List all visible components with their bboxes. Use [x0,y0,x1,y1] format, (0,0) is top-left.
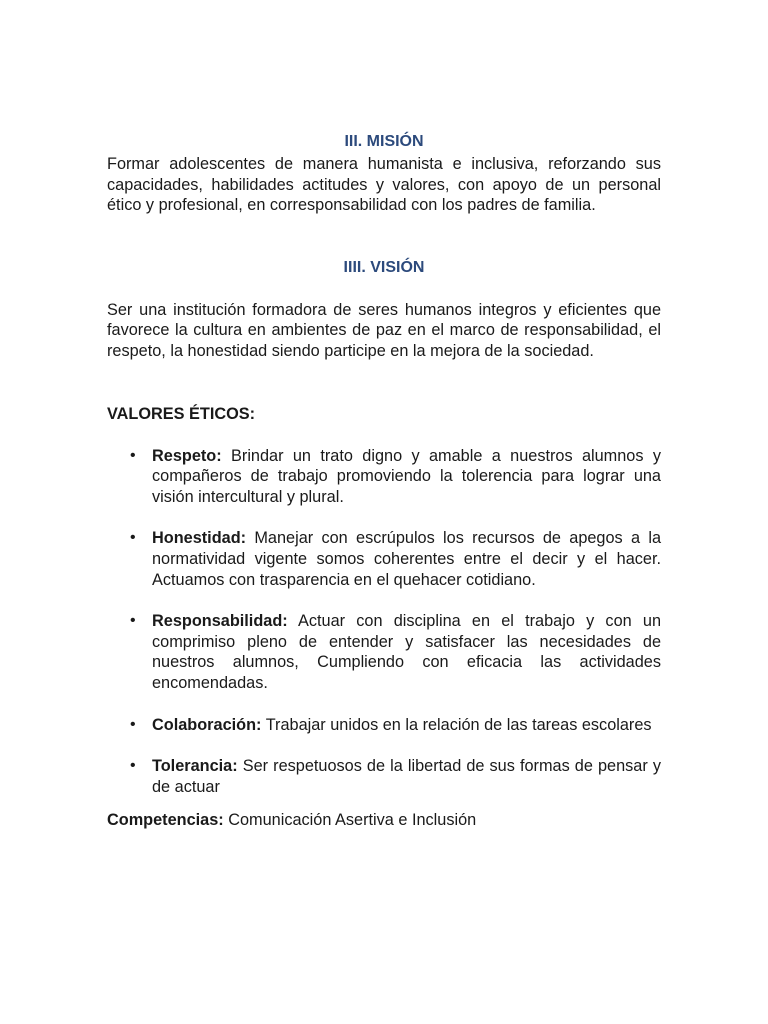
list-item [130,611,661,693]
value-description: Manejar con escrúpulos los recursos de apegos a la normatividad vigente somos coherentes entre el decir y el hacer. Actuamos con trasparencia en el quehacer cotidiano. [152,529,661,589]
value-term: Responsabilidad: [152,612,288,631]
mision-heading: III. MISIÓN [344,133,424,150]
competencias-line [107,810,661,830]
valores-title: VALORES ÉTICOS: [107,404,256,423]
list-item [130,715,661,736]
list-item [130,528,661,590]
vision-heading: IIII. VISIÓN [343,258,425,276]
list-item [130,756,661,797]
vision-text: Ser una institución formadora de seres humanos integros y eficientes que favorece la cultura en ambientes de paz en el marco de responsabilidad, el respeto, la honestidad siendo participe en la mejora de la sociedad. [107,300,661,360]
value-description: Brindar un trato digno y amable a nuestros alumnos y compañeros de trabajo promoviendo la tolerencia para lograr una visión intercultural y plural. [152,446,661,506]
value-description: Trabajar unidos en la relación de las tareas escolares [261,715,652,734]
mision-text: Formar adolescentes de manera humanista e inclusiva, reforzando sus capacidades, habilidades actitudes y valores, con apoyo de un personal ético y profesional, en corresponsabilidad con los padres de familia. [107,155,661,215]
competencias-label: Competencias: [107,811,224,830]
bullet-icon: • [130,529,136,547]
bullet-icon: • [130,612,136,630]
value-term: Honestidad: [152,529,247,548]
value-term: Colaboración: [152,715,262,734]
value-description: Ser respetuosos de la libertad de sus formas de pensar y de actuar [152,757,661,796]
value-term: Respeto: [152,446,222,465]
bullet-icon: • [130,446,136,464]
valores-list [107,446,661,798]
value-description: Actuar con disciplina en el trabajo y con un comprimiso pleno de entender y satisfacer las necesidades de nuestros alumnos, Cumpliendo con eficacia las actividades encomendadas. [152,612,661,692]
bullet-icon: • [130,715,136,733]
value-term: Tolerancia: [152,757,238,776]
competencias-text: Comunicación Asertiva e Inclusión [223,811,477,830]
bullet-icon: • [130,757,136,775]
list-item [130,446,661,508]
